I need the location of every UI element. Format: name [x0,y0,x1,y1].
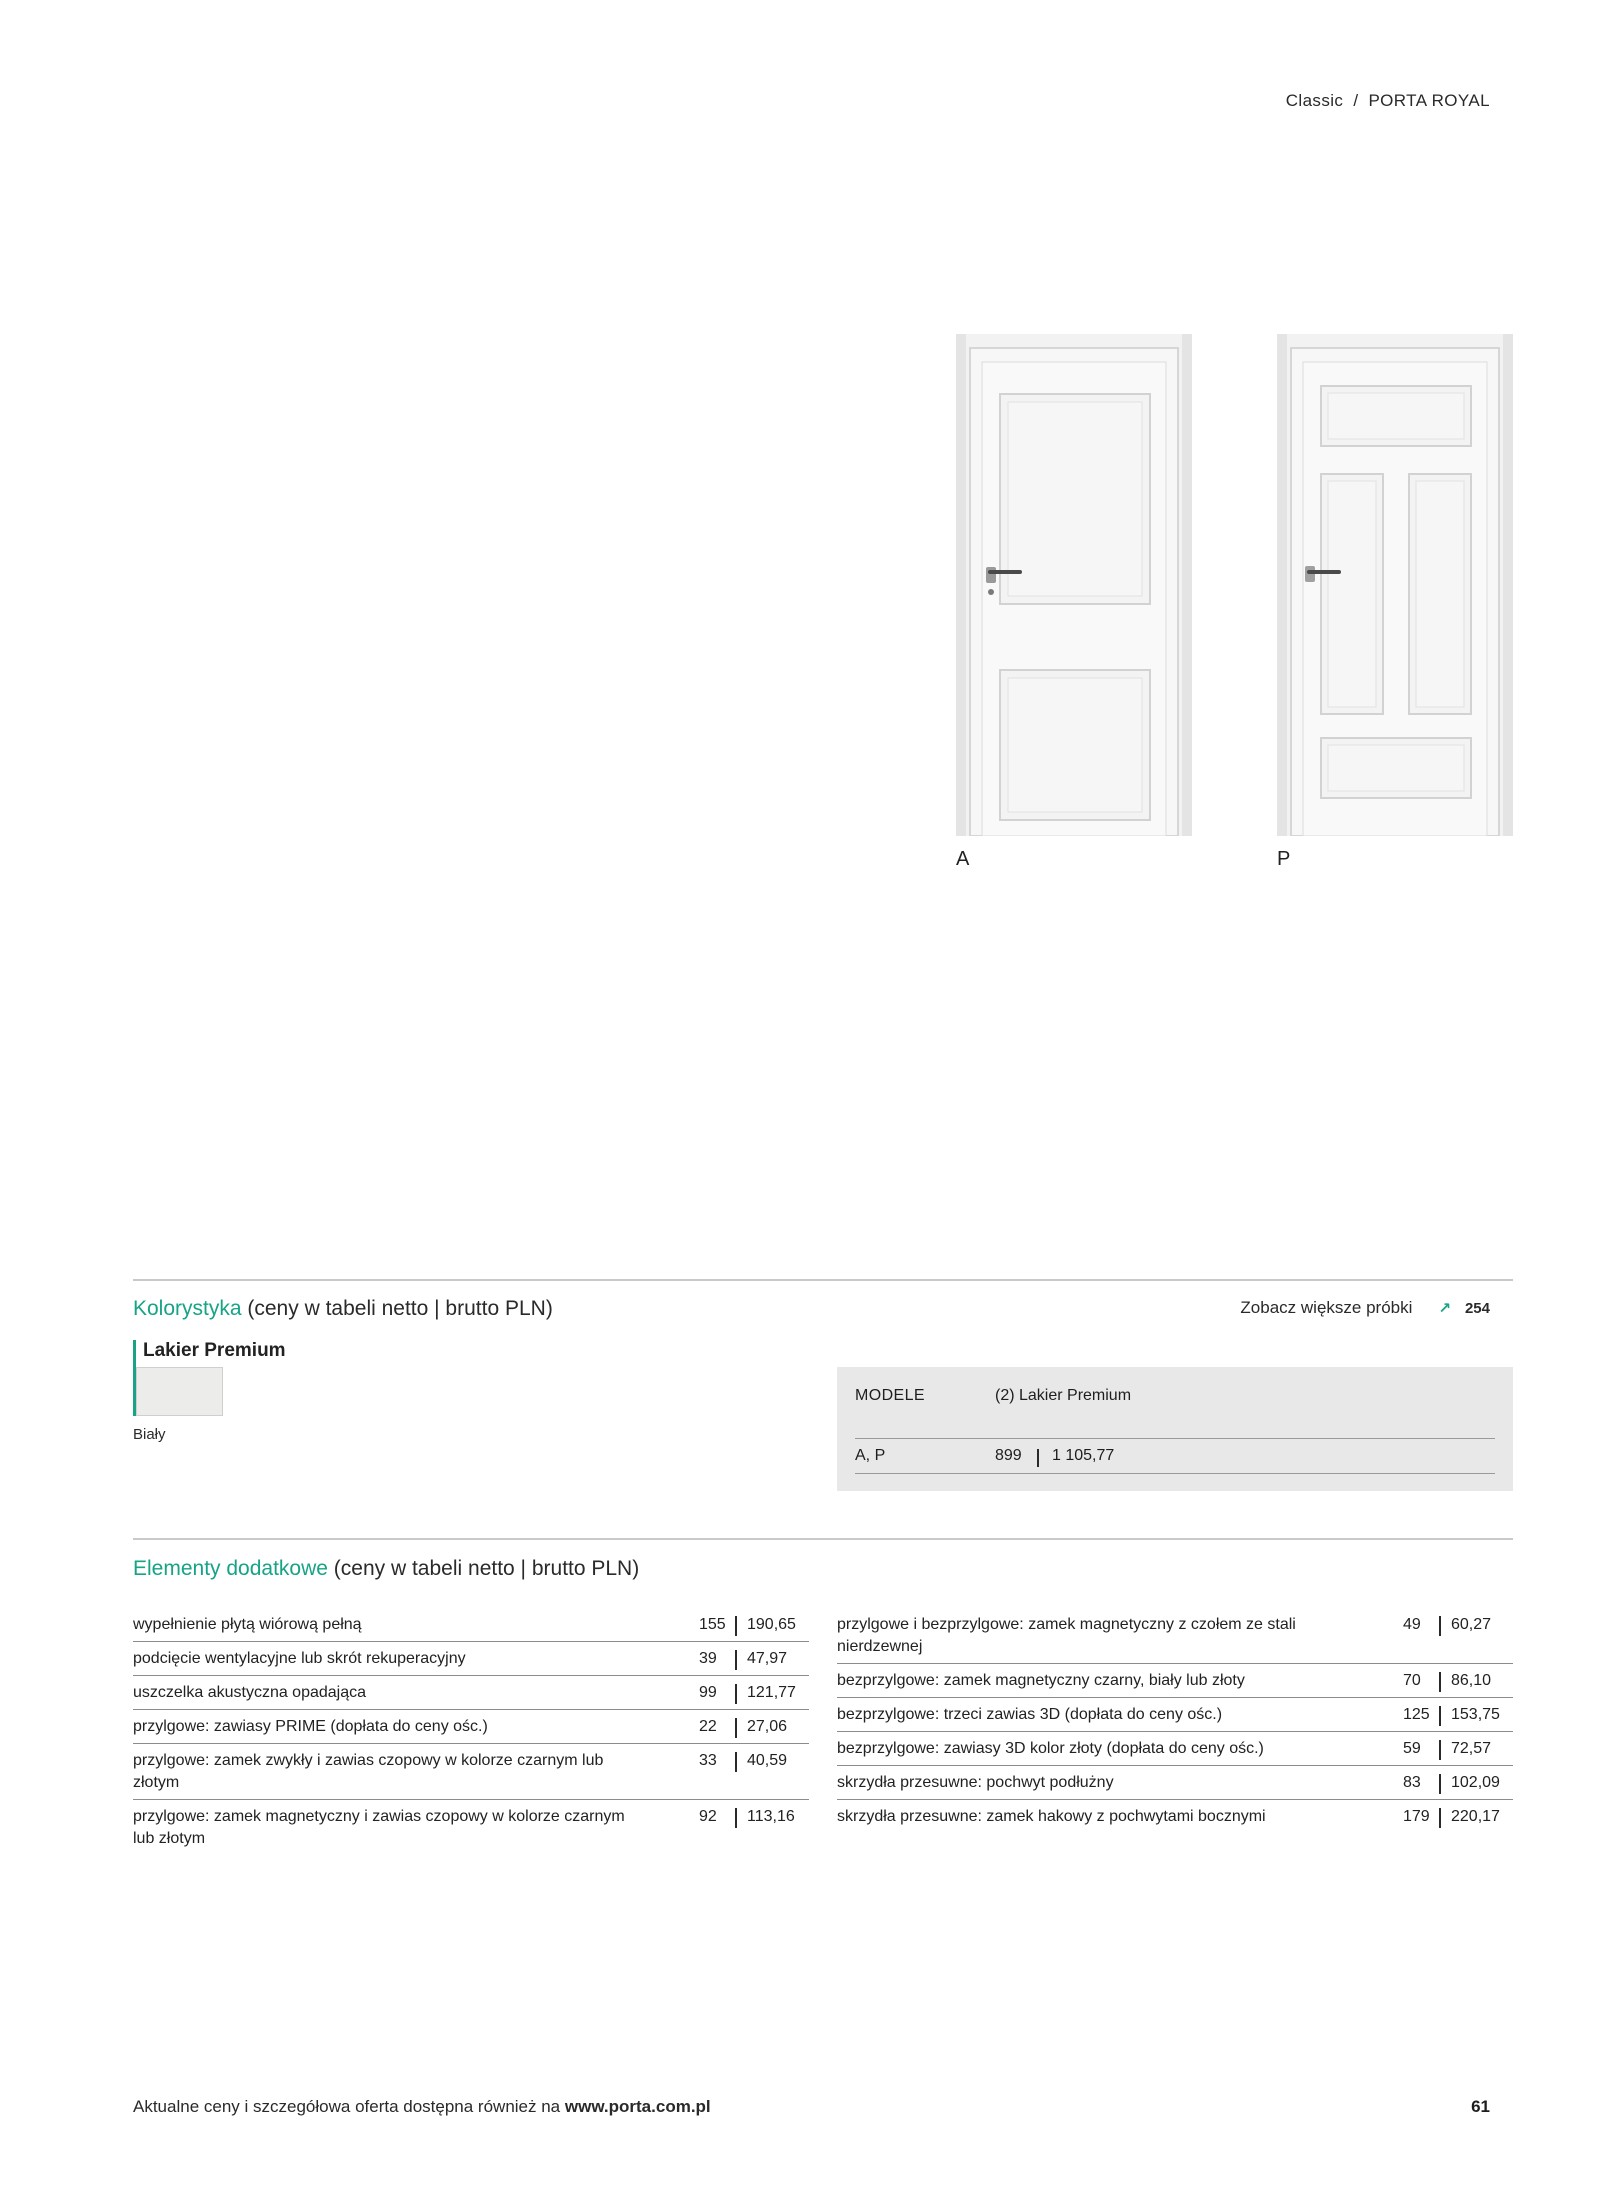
extras-item-gross: 86,10 [1451,1672,1492,1689]
extras-item-name: podcięcie wentylacyjne lub skrót rekuperacyjny [133,1650,466,1667]
extras-item-name: przylgowe: zamek magnetyczny i zawias czopowy w kolorze czarnym lub złotym [133,1808,625,1847]
extras-item-name: uszczelka akustyczna opadająca [133,1684,367,1701]
extras-row [837,1800,1513,1833]
extras-row [837,1732,1513,1766]
extras-item-net: 39 [699,1650,717,1667]
extras-row [133,1608,809,1642]
extras-item-name: wypełnienie płytą wiórową pełną [133,1616,362,1633]
extras-item-name: skrzydła przesuwne: pochwyt podłużny [837,1774,1114,1791]
footer-website-link[interactable]: www.porta.com.pl [564,2097,711,2116]
extras-list-right [837,1608,1513,1833]
extras-item-gross: 47,97 [747,1650,788,1667]
extras-row [837,1698,1513,1732]
extras-item-net: 33 [699,1752,717,1769]
colors-section-title [133,1297,553,1321]
extras-item-name: bezprzylgowe: zamek magnetyczny czarny, biały lub złoty [837,1672,1245,1689]
breadcrumb [1286,91,1490,111]
page-number: 61 [1471,2097,1490,2116]
extras-item-name: skrzydła przesuwne: zamek hakowy z pochwytami bocznymi [837,1808,1266,1825]
price-table-divider [855,1438,1495,1439]
colors-title-accent: Kolorystyka [133,1297,242,1320]
extras-item-gross: 113,16 [747,1808,795,1825]
extras-item-gross: 153,75 [1451,1706,1500,1723]
price-table-row-models: A, P [855,1447,886,1464]
extras-title-accent: Elementy dodatkowe [133,1557,328,1580]
more-samples-page[interactable]: 254 [1464,1299,1490,1317]
price-separator [735,1808,737,1828]
price-separator [735,1616,737,1636]
extras-item-net: 155 [699,1616,726,1633]
price-table [837,1367,1513,1491]
extras-row [837,1664,1513,1698]
extras-item-gross: 220,17 [1451,1808,1500,1825]
extras-item-gross: 27,06 [747,1718,788,1735]
price-separator [735,1650,737,1670]
more-samples-label[interactable]: Zobacz większe próbki [1240,1298,1413,1317]
color-swatch-name: Biały [133,1426,166,1443]
price-separator [1439,1706,1441,1726]
colors-title-rest: (ceny w tabeli netto | brutto PLN) [241,1297,553,1320]
price-separator [1439,1616,1441,1636]
price-table-row-net: 899 [995,1447,1022,1464]
extras-item-name: przylgowe: zamek zwykły i zawias czopowy w kolorze czarnym lub złotym [133,1752,604,1791]
extras-item-net: 22 [699,1718,717,1735]
extras-item-gross: 121,77 [747,1684,796,1701]
price-separator [735,1718,737,1738]
price-separator [1439,1672,1441,1692]
price-separator [735,1684,737,1704]
door-label-a: A [956,848,970,870]
footer-note [133,2097,711,2117]
extras-item-gross: 190,65 [747,1616,796,1633]
extras-item-name: przylgowe: zawiasy PRIME (dopłata do ceny ośc.) [133,1718,488,1735]
price-separator [735,1752,737,1772]
price-separator [1037,1449,1039,1467]
price-table-divider [855,1473,1495,1474]
extras-item-net: 179 [1403,1808,1430,1825]
price-table-header-finish: (2) Lakier Premium [995,1387,1132,1404]
extras-item-gross: 72,57 [1451,1740,1492,1757]
extras-title-rest: (ceny w tabeli netto | brutto PLN) [327,1557,640,1580]
extras-row [133,1710,809,1744]
extras-item-net: 59 [1403,1740,1421,1757]
more-samples-link[interactable] [1240,1298,1490,1318]
price-separator [1439,1774,1441,1794]
divider [133,1279,1513,1281]
arrow-up-right-icon: ↗ [1438,1300,1451,1317]
footer-note-text: Aktualne ceny i szczegółowa oferta dostępna również na [133,2097,565,2116]
extras-item-gross: 40,59 [747,1752,788,1769]
extras-row [133,1744,809,1800]
breadcrumb-separator: / [1353,91,1359,110]
extras-item-gross: 60,27 [1451,1616,1492,1633]
extras-item-net: 70 [1403,1672,1421,1689]
breadcrumb-category[interactable]: Classic [1285,91,1344,110]
color-swatch[interactable] [136,1367,223,1416]
extras-row [133,1800,809,1855]
door-image-a [956,334,1192,836]
price-table-row-gross: 1 105,77 [1052,1447,1115,1464]
divider [133,1538,1513,1540]
extras-row [837,1608,1513,1664]
extras-item-name: przylgowe i bezprzylgowe: zamek magnetyczny z czołem ze stali nierdzewnej [837,1616,1296,1655]
extras-item-net: 83 [1403,1774,1421,1791]
extras-item-gross: 102,09 [1451,1774,1500,1791]
extras-row [837,1766,1513,1800]
extras-item-net: 49 [1403,1616,1421,1633]
extras-list-left [133,1608,809,1855]
extras-item-name: bezprzylgowe: trzeci zawias 3D (dopłata do ceny ośc.) [837,1706,1223,1723]
price-table-header-models: MODELE [855,1387,925,1404]
extras-section-title [133,1557,639,1581]
extras-item-net: 99 [699,1684,717,1701]
extras-item-net: 92 [699,1808,717,1825]
door-label-p: P [1277,848,1291,870]
extras-item-net: 125 [1403,1706,1430,1723]
extras-row [133,1676,809,1710]
extras-item-name: bezprzylgowe: zawiasy 3D kolor złoty (dopłata do ceny ośc.) [837,1740,1264,1757]
price-separator [1439,1740,1441,1760]
price-separator [1439,1808,1441,1828]
door-image-p [1277,334,1513,836]
extras-row [133,1642,809,1676]
breadcrumb-product[interactable]: PORTA ROYAL [1368,91,1490,110]
finish-group-title: Lakier Premium [143,1340,286,1361]
